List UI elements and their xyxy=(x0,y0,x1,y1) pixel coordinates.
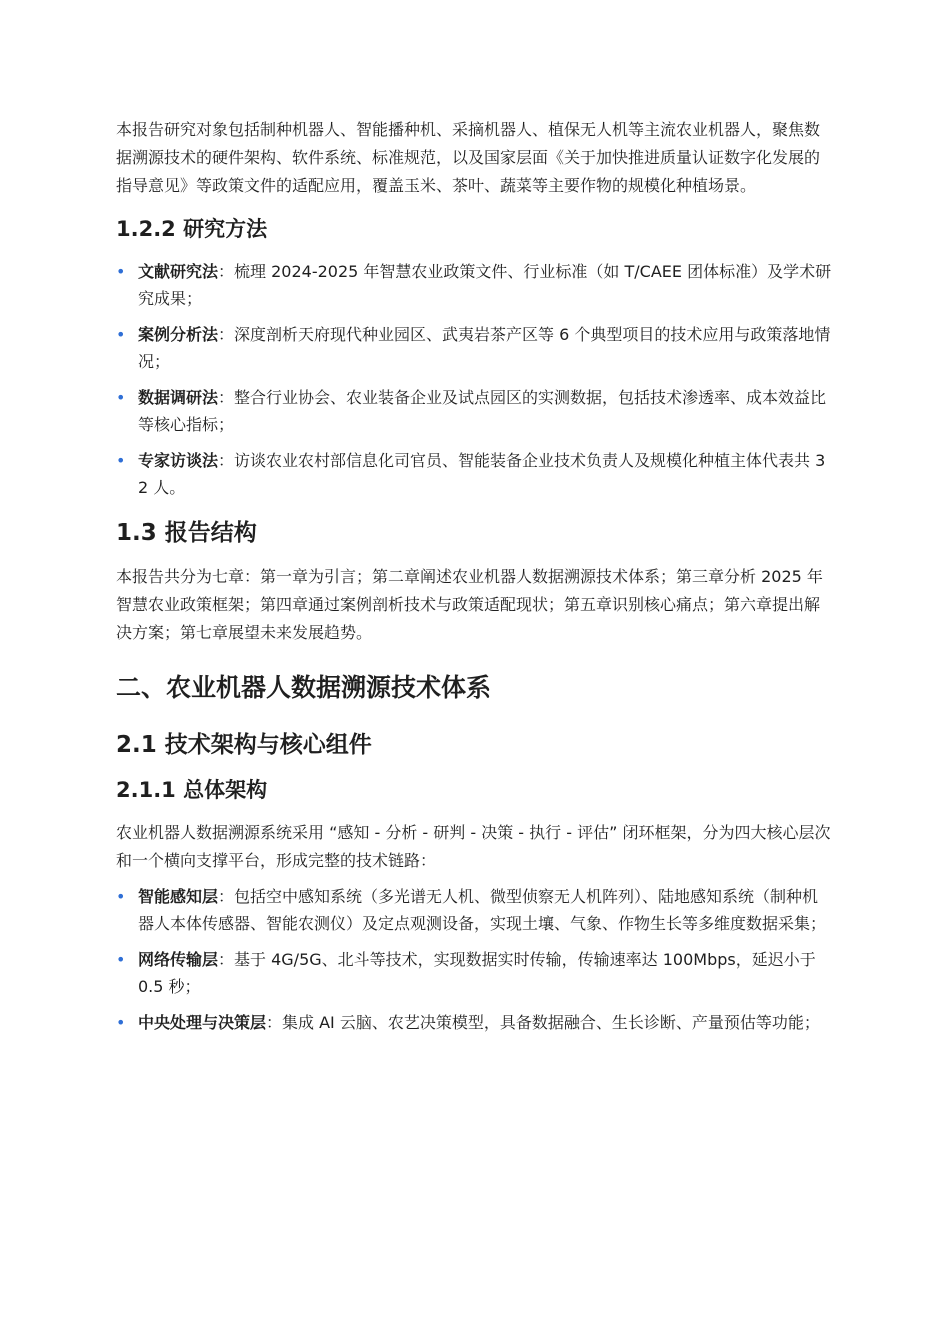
architecture-paragraph: 农业机器人数据溯源系统采用 “感知 - 分析 - 研判 - 决策 - 执行 - 评估” 闭环框架，分为四大核心层次和一个横向支撑平台，形成完整的技术链路： xyxy=(116,823,831,870)
report-structure-paragraph: 本报告共分为七章：第一章为引言；第二章阐述农业机器人数据溯源技术体系；第三章分析 2025 年智慧农业政策框架；第四章通过案例剖析技术与政策适配现状；第五章识别核心痛点；第六章提出解决方案；第七章展望未来发展趋势。 xyxy=(116,567,823,642)
bullet-icon: • xyxy=(116,887,126,906)
bullet-icon: • xyxy=(116,451,126,470)
heading-1-2-2: 1.2.2 研究方法 xyxy=(116,217,268,241)
list-item-term: 数据调研法 xyxy=(138,388,219,407)
research-methods-list xyxy=(116,258,834,501)
list-item-term: 中央处理与决策层 xyxy=(138,1013,267,1032)
list-item xyxy=(116,447,834,501)
list-item xyxy=(116,258,834,312)
list-item-text: ：包括空中感知系统（多光谱无人机、微型侦察无人机阵列）、陆地感知系统（制种机器人本体传感器、智能农测仪）及定点观测设备，实现土壤、气象、作物生长等多维度数据采集； xyxy=(138,887,827,933)
bullet-icon: • xyxy=(116,388,126,407)
list-item xyxy=(116,883,834,937)
list-item-text: ：基于 4G/5G、北斗等技术，实现数据实时传输，传输速率达 100Mbps，延迟小于 0.5 秒； xyxy=(138,950,816,996)
list-item-term: 专家访谈法 xyxy=(138,451,219,470)
list-item xyxy=(116,384,834,438)
chapter-2-title: 二、农业机器人数据溯源技术体系 xyxy=(116,673,492,702)
intro-paragraph: 本报告研究对象包括制种机器人、智能播种机、采摘机器人、植保无人机等主流农业机器人，聚焦数据溯源技术的硬件架构、软件系统、标准规范，以及国家层面《关于加快推进质量认证数字化发展的指导意见》等政策文件的适配应用，覆盖玉米、茶叶、蔬菜等主要作物的规模化种植场景。 xyxy=(116,120,821,195)
heading-1-3: 1.3 报告结构 xyxy=(116,520,257,546)
list-item xyxy=(116,321,834,375)
list-item-term: 文献研究法 xyxy=(138,262,219,281)
architecture-layers-list xyxy=(116,883,834,1036)
bullet-icon: • xyxy=(116,325,126,344)
bullet-icon: • xyxy=(116,262,126,281)
list-item xyxy=(116,946,834,1000)
list-item-text: ：整合行业协会、农业装备企业及试点园区的实测数据，包括技术渗透率、成本效益比等核心指标； xyxy=(138,388,827,434)
list-item-text: ：梳理 2024-2025 年智慧农业政策文件、行业标准（如 T/CAEE 团体标准）及学术研究成果； xyxy=(138,262,832,308)
list-item-text: ：集成 AI 云脑、农艺决策模型，具备数据融合、生长诊断、产量预估等功能； xyxy=(266,1013,820,1032)
heading-2-1-1: 2.1.1 总体架构 xyxy=(116,778,268,802)
list-item-text: ：访谈农业农村部信息化司官员、智能装备企业技术负责人及规模化种植主体代表共 32 人。 xyxy=(138,451,826,497)
list-item-term: 案例分析法 xyxy=(138,325,219,344)
list-item xyxy=(116,1009,834,1036)
list-item-term: 智能感知层 xyxy=(138,887,219,906)
list-item-term: 网络传输层 xyxy=(138,950,219,969)
bullet-icon: • xyxy=(116,950,126,969)
bullet-icon: • xyxy=(116,1013,126,1032)
heading-2-1: 2.1 技术架构与核心组件 xyxy=(116,732,372,758)
list-item-text: ：深度剖析天府现代种业园区、武夷岩茶产区等 6 个典型项目的技术应用与政策落地情况； xyxy=(138,325,831,371)
